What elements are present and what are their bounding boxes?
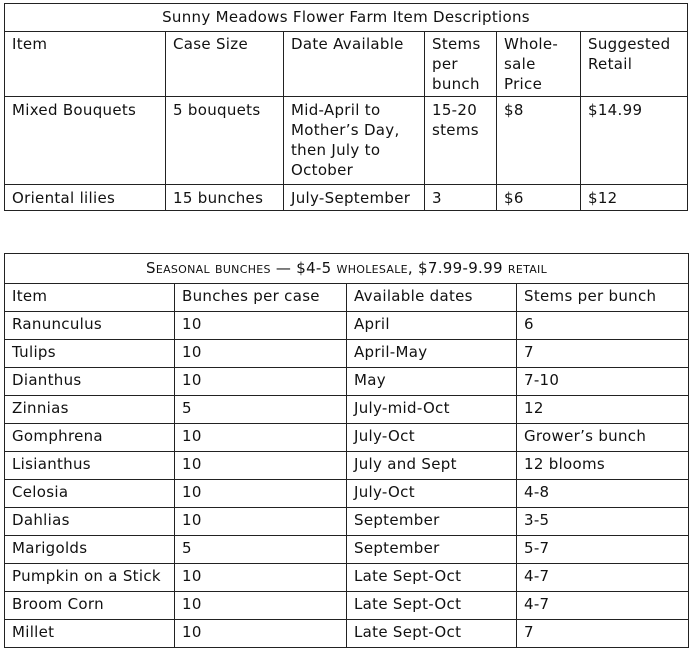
table-cell: September xyxy=(347,536,517,564)
table-cell: Grower’s bunch xyxy=(517,424,689,452)
table-cell: $12 xyxy=(581,185,688,211)
table-cell: Celosia xyxy=(5,480,175,508)
table-row xyxy=(5,592,689,620)
table-cell: July-Oct xyxy=(347,480,517,508)
column-header: Bunches per case xyxy=(175,284,347,312)
table-cell: 10 xyxy=(175,620,347,648)
column-header: Stems per bunch xyxy=(425,32,497,97)
table-cell: July-mid-Oct xyxy=(347,396,517,424)
table-cell: 3 xyxy=(425,185,497,211)
item-descriptions-table xyxy=(4,3,688,211)
table-row xyxy=(5,185,688,211)
column-header: Case Size xyxy=(166,32,284,97)
table-cell: Tulips xyxy=(5,340,175,368)
table-cell: Oriental lilies xyxy=(5,185,166,211)
table-cell: 10 xyxy=(175,340,347,368)
table-row xyxy=(5,620,689,648)
table-cell: Mid-April to Mother’s Day, then July to October xyxy=(284,97,425,185)
table-cell: $6 xyxy=(497,185,581,211)
table-cell: September xyxy=(347,508,517,536)
table-row xyxy=(5,452,689,480)
column-header: Whole-sale Price xyxy=(497,32,581,97)
column-header: Stems per bunch xyxy=(517,284,689,312)
table-cell: 15 bunches xyxy=(166,185,284,211)
table-cell: 5 xyxy=(175,396,347,424)
table-cell: 10 xyxy=(175,592,347,620)
table-cell: 12 blooms xyxy=(517,452,689,480)
column-header: Suggested Retail xyxy=(581,32,688,97)
table-cell: 6 xyxy=(517,312,689,340)
table-cell: Late Sept-Oct xyxy=(347,564,517,592)
table-cell: 3-5 xyxy=(517,508,689,536)
column-header: Item xyxy=(5,284,175,312)
table-cell: 10 xyxy=(175,564,347,592)
table-cell: July-September xyxy=(284,185,425,211)
table-cell: 7 xyxy=(517,340,689,368)
table-cell: Late Sept-Oct xyxy=(347,592,517,620)
table-cell: April-May xyxy=(347,340,517,368)
table-row xyxy=(5,396,689,424)
table-cell: July-Oct xyxy=(347,424,517,452)
table-row xyxy=(5,508,689,536)
table-cell: 10 xyxy=(175,368,347,396)
table-cell: 4-7 xyxy=(517,592,689,620)
table-cell: May xyxy=(347,368,517,396)
table-row xyxy=(5,564,689,592)
table-cell: Dianthus xyxy=(5,368,175,396)
column-header: Available dates xyxy=(347,284,517,312)
table-cell: Gomphrena xyxy=(5,424,175,452)
table-cell: 10 xyxy=(175,312,347,340)
table-cell: 5 xyxy=(175,536,347,564)
table-cell: 10 xyxy=(175,452,347,480)
table-cell: April xyxy=(347,312,517,340)
table-cell: 4-8 xyxy=(517,480,689,508)
table-cell: Zinnias xyxy=(5,396,175,424)
table-cell: Broom Corn xyxy=(5,592,175,620)
table-cell: Marigolds xyxy=(5,536,175,564)
table-cell: 7-10 xyxy=(517,368,689,396)
table-cell: Pumpkin on a Stick xyxy=(5,564,175,592)
column-header: Date Available xyxy=(284,32,425,97)
table-header-row xyxy=(5,284,689,312)
seasonal-bunches-table xyxy=(4,253,689,648)
table-cell: 15-20 stems xyxy=(425,97,497,185)
table-row xyxy=(5,340,689,368)
table-cell: 4-7 xyxy=(517,564,689,592)
table-cell: 7 xyxy=(517,620,689,648)
table-row xyxy=(5,368,689,396)
table-cell: Late Sept-Oct xyxy=(347,620,517,648)
table-cell: 12 xyxy=(517,396,689,424)
column-header: Item xyxy=(5,32,166,97)
table-cell: 10 xyxy=(175,508,347,536)
table-row xyxy=(5,536,689,564)
table-cell: 5 bouquets xyxy=(166,97,284,185)
table-caption: Seasonal bunches — $4-5 wholesale, $7.99-9.99 retail xyxy=(5,254,689,284)
table-cell: Mixed Bouquets xyxy=(5,97,166,185)
table-cell: Lisianthus xyxy=(5,452,175,480)
table-cell: $14.99 xyxy=(581,97,688,185)
table-cell: 10 xyxy=(175,424,347,452)
table-cell: Dahlias xyxy=(5,508,175,536)
table-cell: 10 xyxy=(175,480,347,508)
table-cell: Ranunculus xyxy=(5,312,175,340)
table-row xyxy=(5,424,689,452)
table-caption: Sunny Meadows Flower Farm Item Descriptions xyxy=(5,4,688,32)
table-header-row xyxy=(5,32,688,97)
table-row xyxy=(5,97,688,185)
table-row xyxy=(5,312,689,340)
table-cell: 5-7 xyxy=(517,536,689,564)
table-cell: July and Sept xyxy=(347,452,517,480)
table-cell: $8 xyxy=(497,97,581,185)
table-cell: Millet xyxy=(5,620,175,648)
table-row xyxy=(5,480,689,508)
